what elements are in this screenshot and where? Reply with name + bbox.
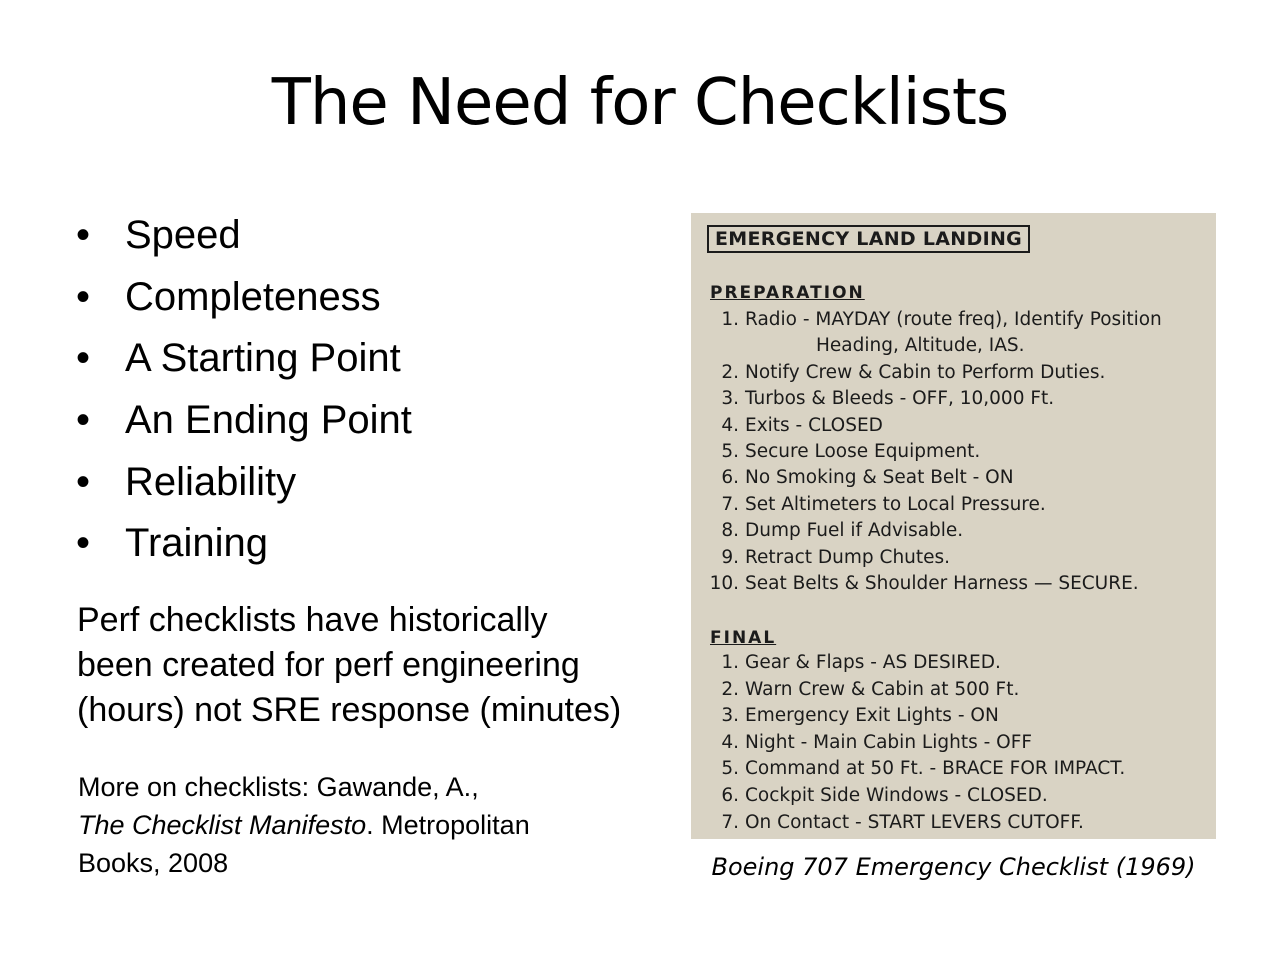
checklist-text: Set Altimeters to Local Pressure. (745, 493, 1046, 515)
bullet-dot: • (76, 398, 91, 443)
checklist-number: 9. (721, 546, 739, 568)
bullet-dot: • (76, 459, 91, 504)
checklist-number: 4. (721, 731, 739, 753)
reference-note (78, 768, 668, 882)
checklist-number: 3. (721, 705, 739, 727)
reference-end: Books, 2008 (78, 848, 229, 878)
checklist-number: 10. (709, 573, 739, 594)
final-label: FINAL (710, 628, 777, 648)
checklist-line (703, 652, 1001, 673)
bullet-item (76, 328, 412, 390)
checklist-text: Command at 50 Ft. - BRACE FOR IMPACT. (745, 758, 1126, 780)
reference-suffix: . Metropolitan (366, 810, 530, 840)
checklist-number: 5. (721, 441, 739, 462)
bullet-text: An Ending Point (125, 398, 412, 443)
checklist-text: Exits - CLOSED (745, 414, 883, 436)
checklist-text: No Smoking & Seat Belt - ON (745, 467, 1014, 489)
bullet-dot: • (76, 213, 91, 258)
checklist-number: 2. (721, 361, 739, 383)
preparation-label: PREPARATION (710, 283, 865, 303)
checklist-line (703, 547, 950, 568)
checklist-text: Gear & Flaps - AS DESIRED. (745, 652, 1001, 673)
checklist-text: Turbos & Bleeds - OFF, 10,000 Ft. (745, 388, 1055, 410)
checklist-text: Cockpit Side Windows - CLOSED. (745, 785, 1048, 806)
bullet-item (76, 205, 412, 267)
checklist-text: Emergency Exit Lights - ON (745, 705, 999, 727)
bullet-item (76, 390, 412, 452)
checklist-number: 6. (721, 785, 739, 806)
bullet-text: Speed (125, 213, 241, 258)
bullet-dot: • (76, 336, 91, 381)
bullet-item (76, 267, 412, 329)
checklist-line (703, 573, 1139, 594)
checklist-number: 2. (721, 678, 739, 700)
bullet-text: Reliability (125, 459, 297, 504)
checklist-photo (691, 213, 1216, 839)
bullet-item (76, 451, 412, 513)
bullet-text: Completeness (125, 274, 381, 319)
checklist-line (703, 705, 999, 726)
checklist-line (703, 388, 1054, 409)
slide-title: The Need for Checklists (271, 66, 1009, 140)
bullet-dot: • (76, 521, 91, 566)
checklist-line: Heading, Altitude, IAS. (816, 335, 1025, 357)
reference-book-title: The Checklist Manifesto (78, 810, 367, 840)
checklist-line (703, 362, 1105, 383)
checklist-line (703, 732, 1032, 753)
checklist-text: Dump Fuel if Advisable. (745, 520, 964, 542)
checklist-number: 7. (721, 493, 739, 515)
checklist-line (703, 520, 963, 541)
checklist-line (703, 441, 980, 462)
bullet-item (76, 513, 412, 575)
checklist-number: 3. (721, 388, 739, 410)
checklist-line (703, 494, 1046, 515)
checklist-number: 1. (721, 309, 739, 330)
checklist-text: Seat Belts & Shoulder Harness — SECURE. (745, 573, 1139, 594)
checklist-line (703, 785, 1048, 806)
checklist-line (703, 415, 883, 436)
checklist-number: 1. (721, 652, 739, 673)
checklist-text: On Contact - START LEVERS CUTOFF. (745, 811, 1084, 833)
bullet-list (76, 205, 412, 575)
checklist-line (703, 679, 1019, 700)
checklist-text: Night - Main Cabin Lights - OFF (745, 731, 1033, 753)
checklist-text: Radio - MAYDAY (route freq), Identify Position (745, 309, 1162, 330)
bullet-dot: • (76, 274, 91, 319)
checklist-text: Warn Crew & Cabin at 500 Ft. (745, 678, 1020, 700)
bullet-text: A Starting Point (125, 336, 401, 381)
checklist-line (703, 467, 1014, 488)
checklist-number: 8. (721, 520, 739, 542)
summary-line: been created for perf engineering (77, 646, 580, 684)
checklist-text: Retract Dump Chutes. (745, 546, 951, 568)
summary-line: Perf checklists have historically (77, 601, 548, 639)
checklist-number: 7. (721, 811, 739, 833)
checklist-line (703, 812, 1084, 833)
checklist-text: Secure Loose Equipment. (745, 441, 981, 462)
checklist-line (703, 309, 1162, 330)
checklist-heading: EMERGENCY LAND LANDING (707, 225, 1030, 253)
photo-caption: Boeing 707 Emergency Checklist (1969) (711, 853, 1196, 881)
summary-paragraph (77, 598, 687, 733)
summary-line: (hours) not SRE response (minutes) (77, 691, 622, 729)
checklist-number: 4. (721, 414, 739, 436)
checklist-text: Notify Crew & Cabin to Perform Duties. (745, 361, 1106, 383)
reference-prefix: More on checklists: Gawande, A., (78, 772, 479, 802)
bullet-text: Training (125, 521, 269, 566)
checklist-number: 5. (721, 758, 739, 780)
checklist-number: 6. (721, 467, 739, 489)
checklist-line (703, 758, 1125, 779)
